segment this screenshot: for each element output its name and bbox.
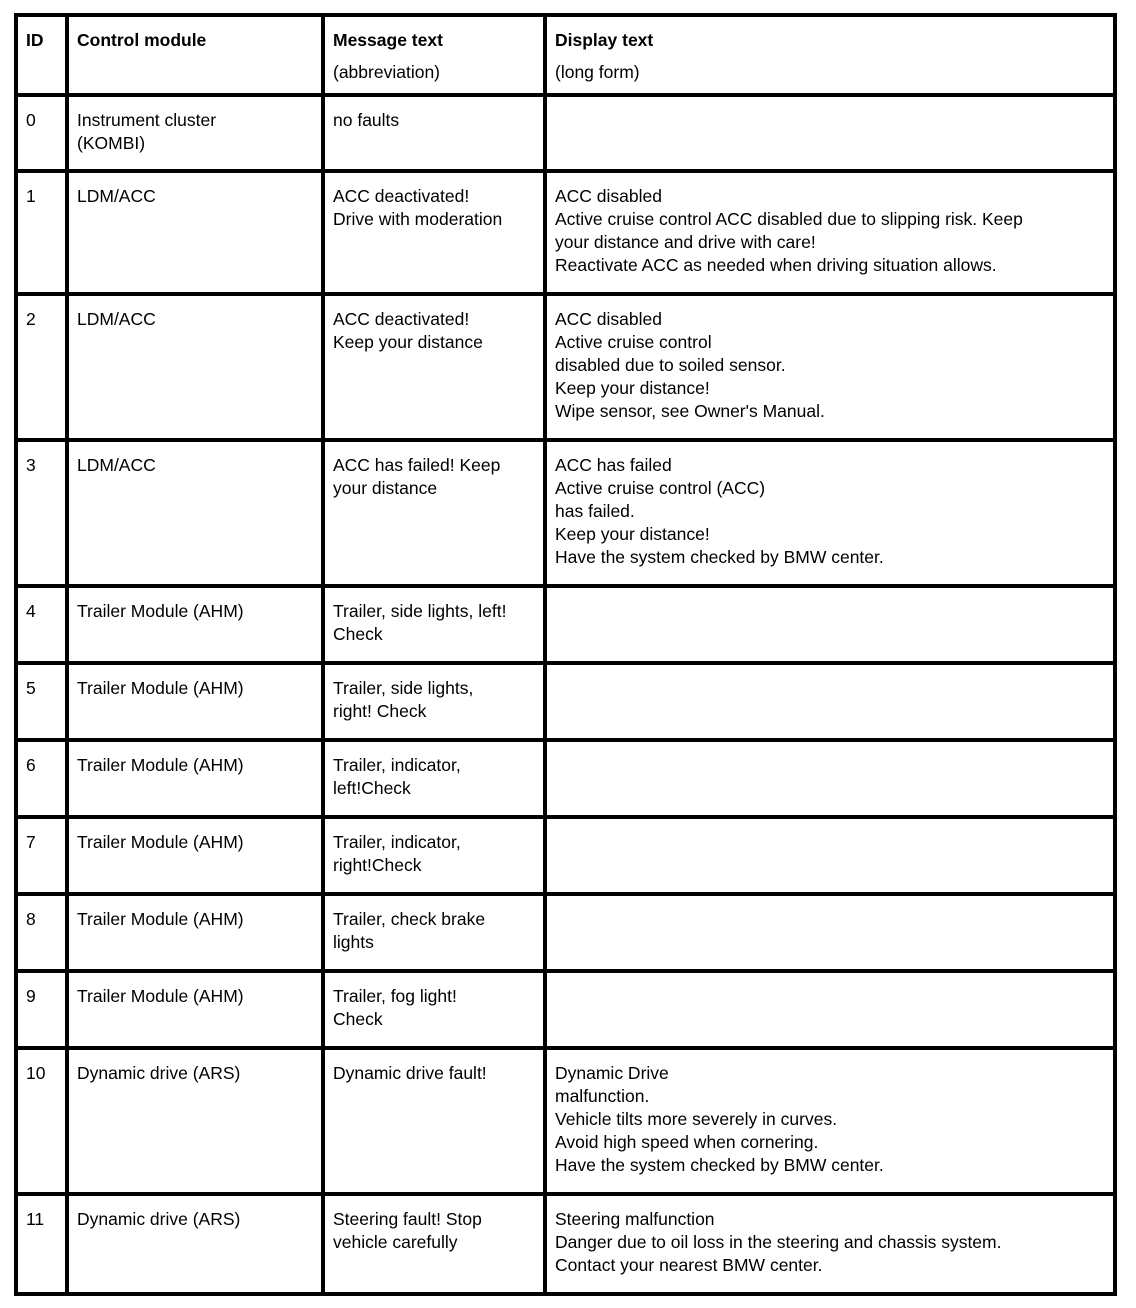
cell-display-text-line: ACC has failed: [555, 455, 672, 475]
cell-display-text-line: Keep your distance!: [555, 378, 710, 398]
cell-display-text: [545, 440, 1115, 586]
cell-control-module: [67, 740, 323, 817]
cell-control-module-line: (KOMBI): [77, 133, 146, 153]
cell-display-text: [545, 971, 1115, 1048]
cell-message-text-line: Check: [333, 1009, 383, 1029]
cell-control-module-line: Dynamic drive (ARS): [77, 1209, 241, 1229]
cell-id-value: 8: [26, 909, 36, 929]
cell-id: [16, 171, 67, 294]
header-message-text: [323, 15, 545, 95]
cell-message-text: [323, 95, 545, 171]
cell-display-text: [545, 1048, 1115, 1194]
cell-id: [16, 740, 67, 817]
cell-control-module: [67, 586, 323, 663]
cell-message-text-line: Check: [333, 624, 383, 644]
table-body: [16, 95, 1115, 1294]
cell-id-value: 1: [26, 186, 36, 206]
header-id: [16, 15, 67, 95]
cell-display-text: [545, 663, 1115, 740]
table-row: [16, 740, 1115, 817]
cell-id: [16, 586, 67, 663]
cell-control-module: [67, 817, 323, 894]
cell-display-text-line: Have the system checked by BMW center.: [555, 547, 884, 567]
cell-id: [16, 817, 67, 894]
table-header-row: [16, 15, 1115, 95]
cell-id-value: 10: [26, 1063, 46, 1083]
cell-display-text-line: Vehicle tilts more severely in curves.: [555, 1109, 838, 1129]
cell-id-value: 3: [26, 455, 36, 475]
cell-control-module: [67, 171, 323, 294]
cell-display-text: [545, 817, 1115, 894]
cell-message-text-line: Trailer, fog light!: [333, 986, 457, 1006]
cell-display-text-line: has failed.: [555, 501, 635, 521]
cell-control-module-line: LDM/ACC: [77, 309, 156, 329]
cell-display-text: [545, 95, 1115, 171]
cell-message-text: [323, 1048, 545, 1194]
cell-display-text-line: Reactivate ACC as needed when driving situation allows.: [555, 255, 997, 275]
cell-message-text-line: left!Check: [333, 778, 411, 798]
table-row: [16, 440, 1115, 586]
header-display-label: Display text: [555, 30, 654, 50]
cell-control-module: [67, 663, 323, 740]
cell-id-value: 9: [26, 986, 36, 1006]
cell-display-text-line: Active cruise control: [555, 332, 712, 352]
cell-display-text: [545, 294, 1115, 440]
cell-message-text: [323, 971, 545, 1048]
cell-message-text-line: no faults: [333, 110, 400, 130]
cell-message-text-line: right! Check: [333, 701, 427, 721]
cell-display-text-line: your distance and drive with care!: [555, 232, 816, 252]
cell-id-value: 0: [26, 110, 36, 130]
cell-message-text: [323, 740, 545, 817]
cell-message-text-line: Dynamic drive fault!: [333, 1063, 487, 1083]
cell-display-text-line: Contact your nearest BMW center.: [555, 1255, 823, 1275]
cell-id: [16, 1194, 67, 1294]
cell-message-text: [323, 663, 545, 740]
cell-display-text-line: Have the system checked by BMW center.: [555, 1155, 884, 1175]
cell-control-module-line: Trailer Module (AHM): [77, 678, 244, 698]
cell-message-text-line: your distance: [333, 478, 438, 498]
cell-control-module-line: LDM/ACC: [77, 455, 156, 475]
cell-id: [16, 294, 67, 440]
cell-display-text-line: Wipe sensor, see Owner's Manual.: [555, 401, 825, 421]
header-display-sublabel: (long form): [555, 62, 640, 82]
cell-message-text: [323, 294, 545, 440]
cell-message-text-line: ACC deactivated!: [333, 309, 470, 329]
cell-control-module-line: Trailer Module (AHM): [77, 601, 244, 621]
table-row: [16, 586, 1115, 663]
cell-display-text-line: Danger due to oil loss in the steering and chassis system.: [555, 1232, 1002, 1252]
table-row: [16, 817, 1115, 894]
table-row: [16, 663, 1115, 740]
cell-id: [16, 95, 67, 171]
cell-control-module: [67, 294, 323, 440]
cell-message-text: [323, 894, 545, 971]
cell-control-module: [67, 440, 323, 586]
cell-display-text-line: Avoid high speed when cornering.: [555, 1132, 819, 1152]
cell-control-module: [67, 1194, 323, 1294]
header-display-text: [545, 15, 1115, 95]
cell-control-module: [67, 894, 323, 971]
cell-display-text-line: malfunction.: [555, 1086, 650, 1106]
table-row: [16, 171, 1115, 294]
cell-display-text-line: Active cruise control (ACC): [555, 478, 766, 498]
cell-message-text: [323, 171, 545, 294]
cell-display-text-line: Keep your distance!: [555, 524, 710, 544]
cell-display-text: [545, 1194, 1115, 1294]
header-message-sublabel: (abbreviation): [333, 62, 440, 82]
cell-id-value: 7: [26, 832, 36, 852]
cell-display-text: [545, 171, 1115, 294]
cell-message-text: [323, 817, 545, 894]
cell-display-text: [545, 740, 1115, 817]
cell-message-text-line: Trailer, side lights, left!: [333, 601, 507, 621]
header-message-label: Message text: [333, 30, 443, 50]
cell-id: [16, 971, 67, 1048]
cell-id-value: 5: [26, 678, 36, 698]
cell-control-module-line: Trailer Module (AHM): [77, 832, 244, 852]
cell-message-text-line: Trailer, check brake: [333, 909, 486, 929]
cell-message-text-line: Drive with moderation: [333, 209, 503, 229]
cell-message-text-line: vehicle carefully: [333, 1232, 458, 1252]
cell-message-text-line: right!Check: [333, 855, 422, 875]
cell-id: [16, 1048, 67, 1194]
cell-message-text-line: lights: [333, 932, 374, 952]
cell-message-text-line: Steering fault! Stop: [333, 1209, 482, 1229]
cell-message-text-line: Keep your distance: [333, 332, 483, 352]
cell-display-text-line: disabled due to soiled sensor.: [555, 355, 786, 375]
table-row: [16, 95, 1115, 171]
cell-id: [16, 663, 67, 740]
cell-message-text: [323, 440, 545, 586]
table-row: [16, 294, 1115, 440]
cell-control-module-line: Instrument cluster: [77, 110, 217, 130]
cell-id: [16, 894, 67, 971]
table-row: [16, 1048, 1115, 1194]
message-table: [14, 13, 1117, 1296]
cell-message-text-line: ACC has failed! Keep: [333, 455, 501, 475]
cell-control-module-line: LDM/ACC: [77, 186, 156, 206]
cell-id-value: 4: [26, 601, 36, 621]
cell-display-text-line: Steering malfunction: [555, 1209, 715, 1229]
cell-id: [16, 440, 67, 586]
table-row: [16, 971, 1115, 1048]
cell-display-text: [545, 894, 1115, 971]
cell-display-text-line: ACC disabled: [555, 186, 662, 206]
cell-id-value: 11: [26, 1209, 45, 1229]
cell-control-module: [67, 1048, 323, 1194]
cell-display-text-line: Dynamic Drive: [555, 1063, 669, 1083]
table-row: [16, 1194, 1115, 1294]
cell-control-module-line: Trailer Module (AHM): [77, 909, 244, 929]
cell-control-module-line: Dynamic drive (ARS): [77, 1063, 241, 1083]
cell-message-text-line: Trailer, indicator,: [333, 832, 461, 852]
cell-id-value: 2: [26, 309, 36, 329]
table-row: [16, 894, 1115, 971]
cell-message-text-line: Trailer, indicator,: [333, 755, 461, 775]
cell-control-module-line: Trailer Module (AHM): [77, 986, 244, 1006]
header-id-label: ID: [26, 30, 44, 50]
cell-message-text-line: Trailer, side lights,: [333, 678, 474, 698]
cell-display-text-line: ACC disabled: [555, 309, 662, 329]
cell-control-module: [67, 971, 323, 1048]
cell-message-text: [323, 1194, 545, 1294]
cell-id-value: 6: [26, 755, 36, 775]
cell-display-text-line: Active cruise control ACC disabled due to slipping risk. Keep: [555, 209, 1023, 229]
header-module-label: Control module: [77, 30, 207, 50]
cell-control-module-line: Trailer Module (AHM): [77, 755, 244, 775]
cell-message-text: [323, 586, 545, 663]
header-control-module: [67, 15, 323, 95]
cell-control-module: [67, 95, 323, 171]
cell-display-text: [545, 586, 1115, 663]
cell-message-text-line: ACC deactivated!: [333, 186, 470, 206]
